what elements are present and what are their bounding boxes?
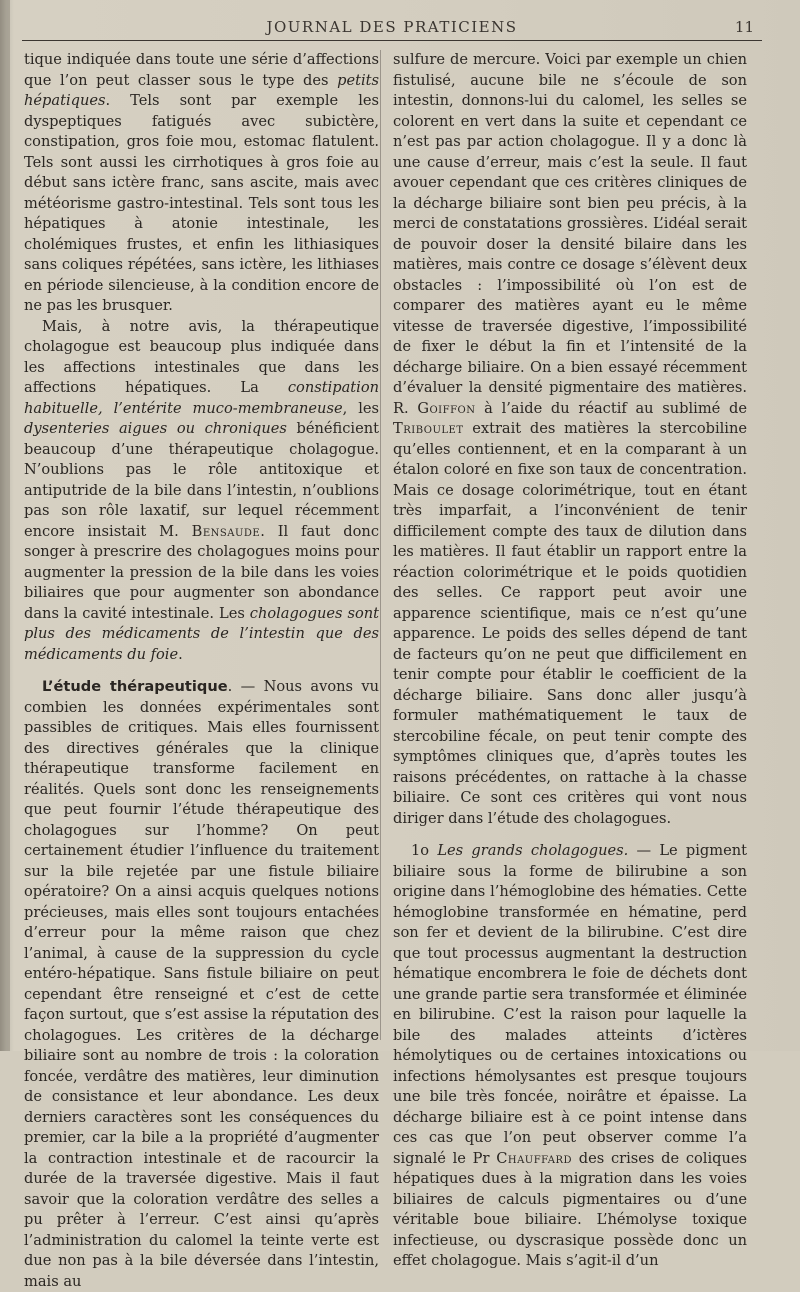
column-divider [380, 50, 381, 1040]
text-run: des crises de coliques hépatiques dues à la migration dans les voies biliaires de calculs pigmentaires ou d’une véritable boue biliaire. L’hémolyse toxique infectieuse, ou dyscrasique possède donc un effet cholagogue. Mais s’agit-il d’un [393, 1149, 747, 1269]
text-run: extrait des matières la stercobiline qu’elles contiennent, et en la comparant à un étalon coloré en fixe son taux de concentration. Mais ce dosage colorimétrique, tout en étant très imparfait, a l’inconvénient de tenir difficilement compte des taux de dilution dans les matières. Il faut établir un rapport entre la réaction colorimétrique et le poids quotidien des selles. Ce rapport peut avoir une apparence scientifique, mais ce n’est qu’une apparence. Le poids des selles dépend de tant de facteurs qu’on ne peut que difficilement en tenir compte pour établir le coefficient de la décharge biliaire. Sans donc aller jusqu’à formuler mathématiquement le taux de stercobiline fécale, on peut tenir compte des symptômes cliniques que, d’après toutes les raisons précédentes, on rattache à la chasse biliaire. Ce sont ces critères qui vont nous diriger dans l’étude des cholagogues. [393, 420, 747, 827]
text-run: tique indiquée dans toute une série d’affections que l’on peut classer sous le type des [24, 51, 379, 89]
author-name: Chauffard [496, 1149, 573, 1167]
paragraph [393, 50, 747, 829]
italic-term: cholagogues sont plus des médicaments de l’intestin que des médicaments du foie [24, 604, 379, 663]
text-run: Mais, à notre avis, la thérapeutique cholagogue est beaucoup plus indiquée dans les affections intestinales que dans les affections hépatiques. La [24, 317, 379, 396]
paragraph [24, 317, 379, 666]
italic-term: petits hépatiques [24, 71, 379, 109]
section-heading: L’étude thérapeutique [42, 678, 228, 695]
text-run: à l’aide du réactif au sublimé de [475, 399, 747, 417]
text-run: , les [342, 399, 380, 417]
page-header [22, 14, 762, 41]
text-run: . Il faut donc songer à prescrire des cholagogues moins pour augmenter la pression de la bile dans les voies biliaires que pour augmenter son abondance dans la cavité intestinale. Les [24, 522, 379, 622]
page-gutter-shadow [0, 0, 10, 1051]
text-run: . Tels sont par exemple les dyspeptiques fatigués avec subictère, constipation, gros foie mou, estomac flatulent. Tels sont aussi les cirrhotiques à gros foie au début sans ictère franc, sans ascite, mais avec météorisme gastro-intestinal. Tels sont tous les hépatiques à atonie intestinale, les cholémiques frustes, et enfin les lithiasiques sans coliques répétées, sans ictère, les lithiases en période silencieuse, à la condition encore de ne pas les brusquer. [24, 92, 379, 314]
section-number: 1o [411, 842, 438, 859]
text-run: — Le pigment biliaire sous la forme de bilirubine a son origine dans l’hémoglobine des hématies. Cette hémoglobine transformée en hématine, perd son fer et devient de la bilirubine. C’est dire que tout processus augmentant la destruction hématique encombrera le foie de déchets dont une grande partie sera transformée et éliminée en bilirubine. C’est la raison pour laquelle la bile des malades atteints d’ictères hémolytiques ou de certaines intoxications ou infections hémolysantes est presque toujours une bile très foncée, noirâtre et épaisse. La décharge biliaire est à ce point intense dans ces cas que l’on peut observer comme l’a signalé le [393, 842, 747, 1167]
right-column [393, 50, 747, 1272]
italic-term: constipation habituelle, l’entérite muco-membraneuse [24, 379, 379, 417]
text-run: . — Nous avons vu combien les données expérimentales sont passibles de critiques. Mais elles fournissent des directives générales que la clinique thérapeutique transforme facilement en réalités. Quels sont donc les renseignements que peut fournir l’étude thérapeutique des cholagogues sur l’homme? On peut certainement étudier l’influence du traitement sur la bile rejetée par une fistule biliaire opératoire? On a ainsi acquis quelques notions précieuses, mais elles sont toujours entachées d’erreur pour la même raison que chez l’animal, à cause de la suppression du cycle entéro-hépatique. Sans fistule biliaire on peut cependant être renseigné et c’est de cette façon surtout, que s’est assise la réputation des cholagogues. Les critères de la décharge biliaire sont au nombre de trois : la coloration foncée, verdâtre des matières, leur diminution de consistance et leur abondance. Les deux derniers caractères sont les conséquences du premier, car la bile a la propriété d’augmenter la contraction intestinale et de racourcir la durée de la traversée digestive. Mais il faut savoir que la coloration verdâtre des selles a pu prêter à l’erreur. C’est ainsi qu’après l’administration du calomel la teinte verte est due non pas à la bile déversée dans l’intestin, mais au [24, 678, 380, 1290]
author-name: Bensaude [191, 522, 261, 540]
text-run: bénéficient beaucoup d’une thérapeutique cholagogue. N’oublions pas le rôle antitoxique et antiputride de la bile dans l’intestin, n’oublions pas son rôle laxatif, sur lequel récemment encore insistait M. [24, 420, 379, 540]
paragraph [24, 677, 379, 1292]
running-title: JOURNAL DES PRATICIENS [266, 18, 518, 36]
text-run: . [178, 645, 183, 663]
author-name: Goiffon [417, 399, 476, 417]
paragraph [393, 841, 747, 1272]
title-abbrev: Pr [472, 1149, 497, 1167]
page-number: 11 [734, 18, 754, 36]
author-name: Triboulet [393, 420, 464, 437]
section-heading: Les grands cholagogues. [437, 842, 629, 859]
text-run: sulfure de mercure. Voici par exemple un chien fistulisé, aucune bile ne s’écoule de son intestin, donnons-lui du calomel, les selles se colorent en vert dans la suite et cependant ce n’est pas par action cholagogue. Il y a donc là une cause d’erreur, mais c’est la seule. Il faut avouer cependant que ces critères cliniques de la décharge biliaire sont bien peu précis, à la merci de constatations grossières. L’idéal serait de pouvoir doser la densité bilaire dans les matières, mais contre ce dosage s’élèvent deux obstacles : l’impossibilité où l’on est de comparer des matières ayant eu le même vitesse de traversée digestive, l’impossibilité de fixer le début la fin et l’intensité de la décharge biliaire. On a bien essayé récemment d’évaluer la densité pigmentaire des matières. R. [393, 51, 747, 417]
paragraph [24, 50, 379, 317]
italic-term: dysenteries aigues ou chroniques [24, 420, 287, 437]
left-column [24, 50, 379, 1292]
